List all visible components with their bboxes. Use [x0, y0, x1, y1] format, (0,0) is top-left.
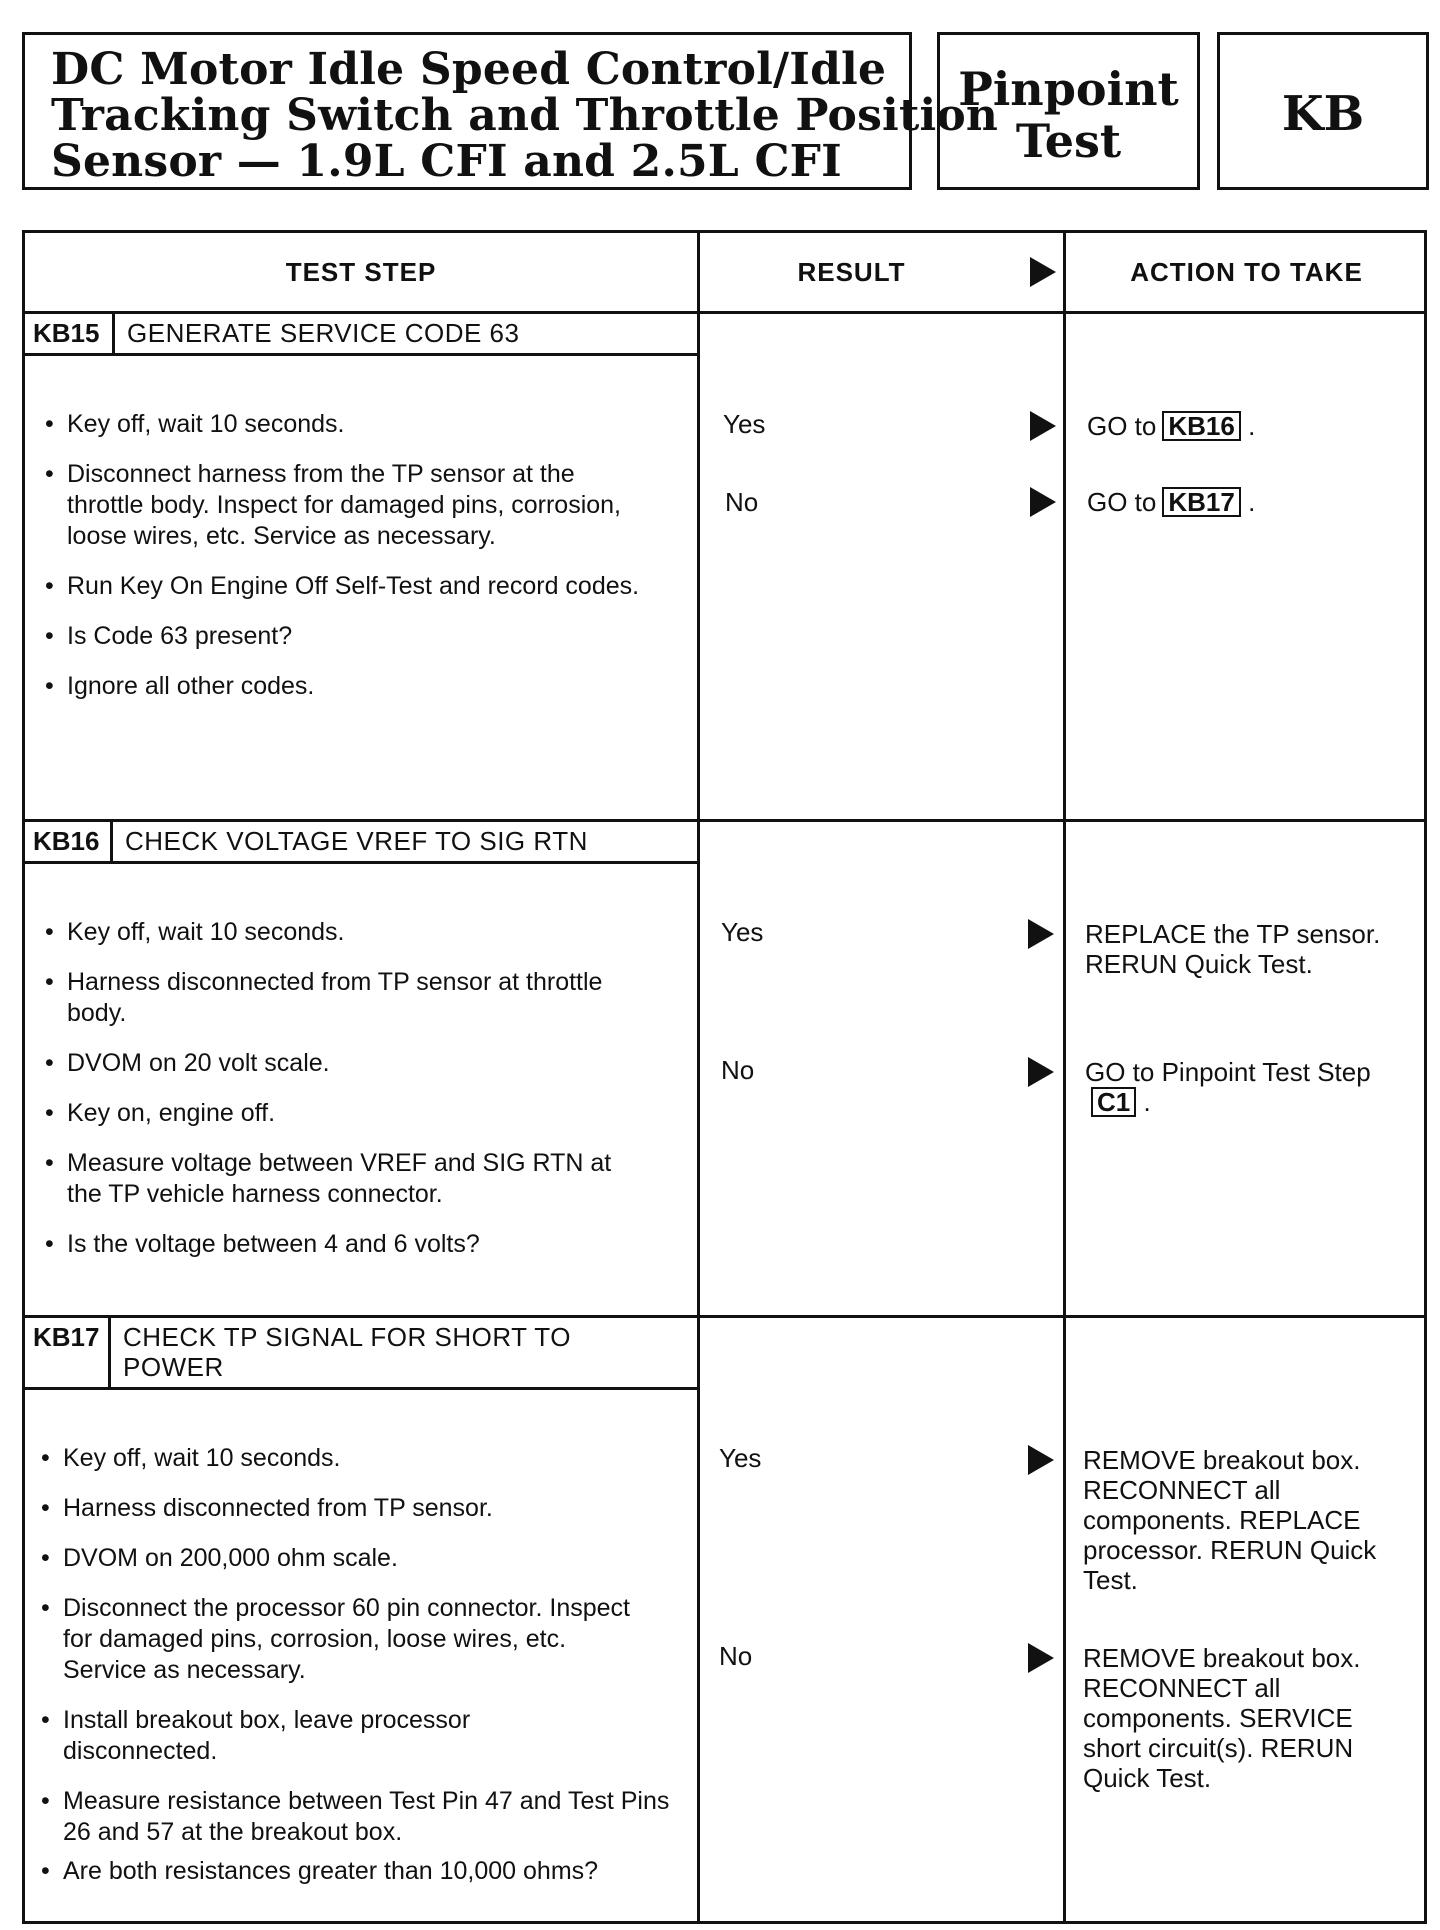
step-title: CHECK VOLTAGE VREF TO SIG RTN [125, 826, 588, 856]
step-code: KB16 [25, 822, 113, 861]
title-box [22, 32, 999, 190]
list-item: • Key off, wait 10 seconds. [45, 409, 685, 440]
list-item: • Key on, engine off. [45, 1098, 685, 1129]
action-text: GO to [1087, 411, 1157, 441]
action-yes: REMOVE breakout box. RECONNECT all components. REPLACE processor. RERUN Quick Test. [1083, 1445, 1377, 1595]
list-item: • DVOM on 200,000 ohm scale. [41, 1543, 681, 1574]
title-line-2: Tracking Switch and Throttle Position [51, 90, 999, 141]
action-text: GO to [1087, 487, 1157, 517]
arrow-right-icon [1028, 1057, 1054, 1087]
result-yes: Yes [721, 917, 764, 947]
result-no: No [725, 487, 759, 517]
result-yes: Yes [723, 409, 766, 439]
column-divider [697, 233, 700, 1921]
list-item: • Disconnect the processor 60 pin connector. Inspect for damaged pins, corrosion, loose wires, etc. Service as necessary. [41, 1593, 653, 1686]
document-title [51, 44, 999, 187]
step-bullets-kb15 [45, 409, 685, 721]
test-code-box [1217, 32, 1429, 190]
result-yes: Yes [719, 1443, 762, 1473]
list-item: • Is Code 63 present? [45, 621, 685, 652]
action-no: REMOVE breakout box. RECONNECT all components. SERVICE short circuit(s). RERUN Quick Test. [1083, 1643, 1361, 1793]
list-item: • Harness disconnected from TP sensor. [41, 1493, 681, 1524]
step-code: KB17 [25, 1318, 111, 1387]
test-label: Test [1015, 114, 1122, 168]
step-bullets-kb16 [45, 917, 685, 1279]
list-item: • Key off, wait 10 seconds. [45, 917, 685, 948]
header-result [700, 233, 1063, 311]
arrow-right-icon [1028, 919, 1054, 949]
step-bullets-kb17 [41, 1443, 681, 1906]
list-item: • Key off, wait 10 seconds. [41, 1443, 681, 1474]
pinpoint-test-box [937, 32, 1200, 190]
arrow-right-icon [1030, 257, 1056, 287]
list-item: • Install breakout box, leave processor disconnected. [41, 1705, 583, 1767]
action-text: GO to Pinpoint Test Step [1085, 1057, 1371, 1087]
action-yes: REPLACE the TP sensor. RERUN Quick Test. [1085, 919, 1381, 979]
step-code: KB15 [25, 314, 115, 353]
result-no: No [721, 1055, 755, 1085]
action-yes [1087, 411, 1417, 441]
step-header-kb16 [25, 822, 697, 864]
step-header-kb17 [25, 1318, 697, 1390]
action-no [1087, 487, 1417, 517]
step-header-kb15 [25, 314, 697, 356]
step-reference[interactable]: KB17 [1162, 487, 1240, 517]
column-divider [1063, 233, 1066, 1921]
step-title: CHECK TP SIGNAL FOR SHORT TO POWER [123, 1322, 571, 1382]
list-item: • Ignore all other codes. [45, 671, 685, 702]
action-suffix: . [1248, 487, 1256, 517]
list-item: • DVOM on 20 volt scale. [45, 1048, 685, 1079]
title-line-3: Sensor — 1.9L CFI and 2.5L CFI [51, 136, 842, 187]
arrow-right-icon [1028, 1643, 1054, 1673]
list-item: • Measure resistance between Test Pin 47 and Test Pins 26 and 57 at the breakout box. [41, 1786, 673, 1848]
result-no: No [719, 1641, 753, 1671]
test-table [22, 230, 1427, 1924]
header-test-step: TEST STEP [285, 256, 437, 287]
header-action: ACTION TO TAKE [1130, 256, 1363, 287]
test-code: KB [1281, 86, 1365, 142]
action-suffix: . [1248, 411, 1256, 441]
list-item: • Measure voltage between VREF and SIG RTN at the TP vehicle harness connector. [45, 1148, 647, 1210]
step-reference[interactable]: C1 [1091, 1087, 1136, 1117]
title-line-1: DC Motor Idle Speed Control/Idle [51, 44, 887, 95]
action-suffix: . [1143, 1087, 1151, 1117]
pinpoint-label: Pinpoint [958, 62, 1179, 116]
list-item: • Disconnect harness from the TP sensor at the throttle body. Inspect for damaged pins, corrosion, loose wires, etc. Service as necessary. [45, 459, 647, 552]
arrow-right-icon [1030, 411, 1056, 441]
list-item: • Run Key On Engine Off Self-Test and record codes. [45, 571, 667, 602]
step-title: GENERATE SERVICE CODE 63 [127, 318, 520, 348]
header-result-label: RESULT [797, 256, 906, 287]
list-item: • Harness disconnected from TP sensor at throttle body. [45, 967, 627, 1029]
list-item: • Is the voltage between 4 and 6 volts? [45, 1229, 685, 1260]
arrow-right-icon [1028, 1445, 1054, 1475]
step-reference[interactable]: KB16 [1162, 411, 1240, 441]
arrow-right-icon [1030, 487, 1056, 517]
list-item: • Are both resistances greater than 10,000 ohms? [41, 1856, 623, 1887]
action-no [1085, 1057, 1385, 1117]
